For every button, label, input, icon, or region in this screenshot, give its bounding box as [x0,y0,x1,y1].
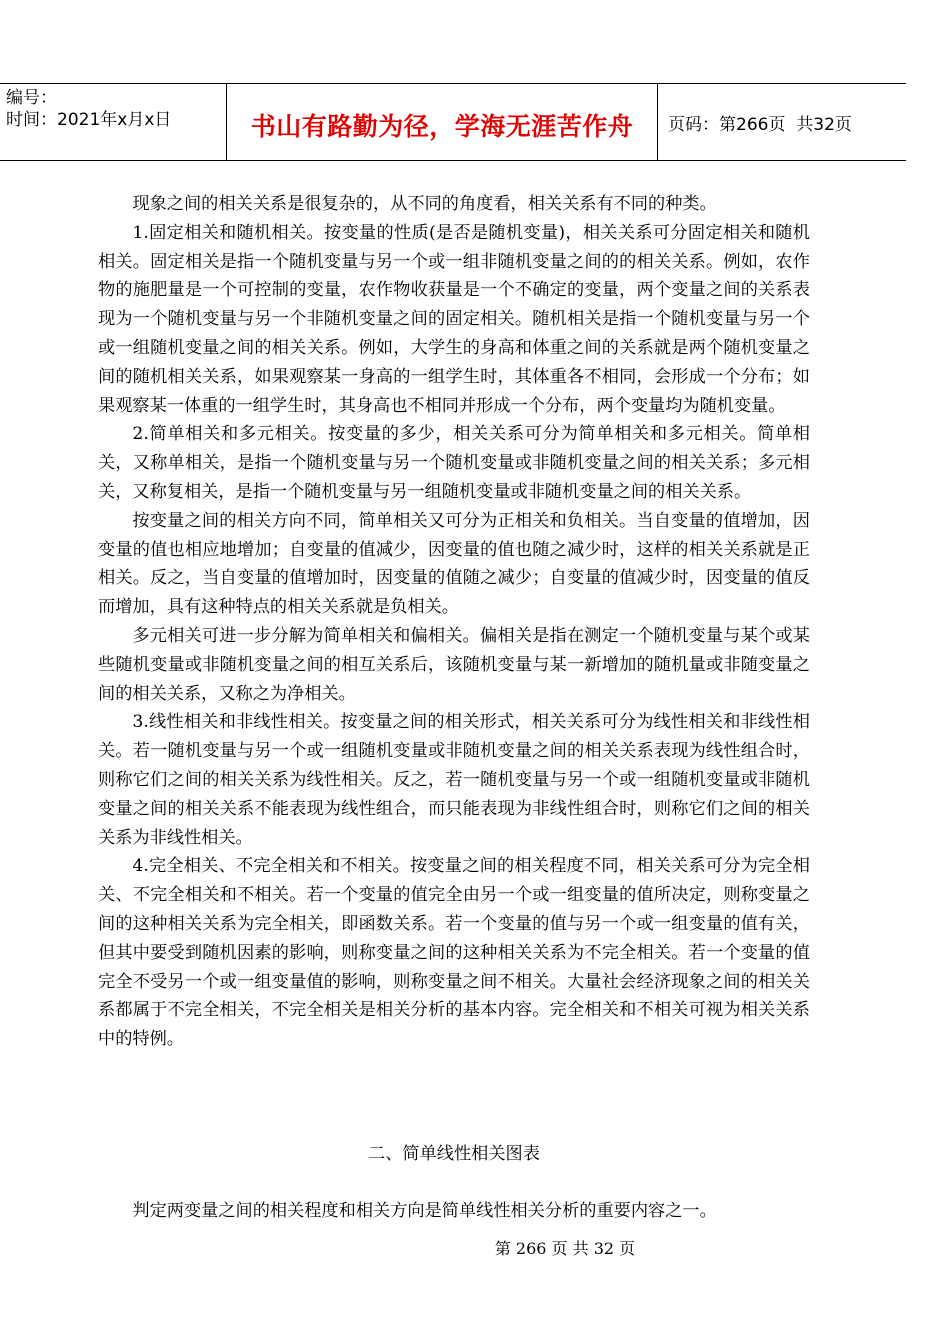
paragraph: 3.线性相关和非线性相关。按变量之间的相关形式，相关关系可分为线性相关和非线性相关。若一随机变量与另一个或一组随机变量或非随机变量之间的相关关系表现为线性组合时，则称它们之间的相关关系为线性相关。反之，若一随机变量与另一个或一组随机变量或非随机变量之间的相关关系不能表现为线性组合，而只能表现为非线性组合时，则称它们之间的相关关系为非线性相关。 [98,712,810,848]
paragraph: 1.固定相关和随机相关。按变量的性质(是否是随机变量)，相关关系可分固定相关和随机相关。固定相关是指一个随机变量与另一个或一组非随机变量之间的的相关关系。例如，农作物的施肥量是一个可控制的变量，农作物收获量是一个不确定的变量，两个变量之间的关系表现为一个随机变量与另一个非随机变量之间的固定相关。随机相关是指一个随机变量与另一个或一组随机变量之间的相关关系。例如，大学生的身高和体重之间的关系就是两个随机变量之间的随机相关关系，如果观察某一身高的一组学生时，其体重各不相同，会形成一个分布；如果观察某一体重的一组学生时，其身高也不相同并形成一个分布，两个变量均为随机变量。 [98,222,810,416]
paragraph: 现象之间的相关关系是很复杂的，从不同的角度看，相关关系有不同的种类。 [132,194,717,214]
page-number-label: 页码：第266页 共32页 [668,114,852,135]
time-label: 时间：2021年x月x日 [6,110,172,130]
paragraph: 多元相关可进一步分解为简单相关和偏相关。偏相关是指在测定一个随机变量与某个或某些随机变量或非随机变量之间的相互关系后，该随机变量与某一新增加的随机量或非随变量之间的相关关系，又称之为净相关。 [98,625,810,704]
paragraph: 2.简单相关和多元相关。按变量的多少，相关关系可分为简单相关和多元相关。简单相关，又称单相关，是指一个随机变量与另一个随机变量或非随机变量之间的相关关系；多元相关，又称复相关，是指一个随机变量与另一组随机变量或非随机变量之间的相关关系。 [98,424,810,502]
page-footer: 第 266 页 共 32 页 [494,1239,636,1258]
paragraph: 4.完全相关、不完全相关和不相关。按变量之间的相关程度不同，相关关系可分为完全相关、不完全相关和不相关。若一个变量的值完全由另一个或一组变量的值所决定，则称变量之间的这种相关关系为完全相关，即函数关系。若一个变量的值与另一个或一组变量的值有关，但其中要受到随机因素的影响，则称变量之间的这种相关关系为不完全相关。若一个变量的值完全不受另一个或一组变量值的影响，则称变量之间不相关。大量社会经济现象之间的相关关系都属于不完全相关，不完全相关是相关分析的基本内容。完全相关和不相关可视为相关关系中的特例。 [98,856,810,1050]
body-text [98,190,810,1054]
header-page-cell [658,84,906,160]
section-heading: 二、简单线性相关图表 [368,1144,540,1164]
header-motto-cell [227,84,658,160]
document-header [0,83,906,161]
paragraph: 判定两变量之间的相关程度和相关方向是简单线性相关分析的重要内容之一。 [132,1201,717,1221]
motto-text: 书山有路勤为径，学海无涯苦作舟 [250,112,634,141]
serial-label: 编号： [6,88,57,108]
header-meta-cell [0,84,227,160]
paragraph: 按变量之间的相关方向不同，简单相关又可分为正相关和负相关。当自变量的值增加，因变量的值也相应地增加；自变量的值减少，因变量的值也随之减少时，这样的相关关系就是正相关。反之，当自变量的值增加时，因变量的值随之减少；自变量的值减少时，因变量的值反而增加，具有这种特点的相关关系就是负相关。 [98,510,810,618]
